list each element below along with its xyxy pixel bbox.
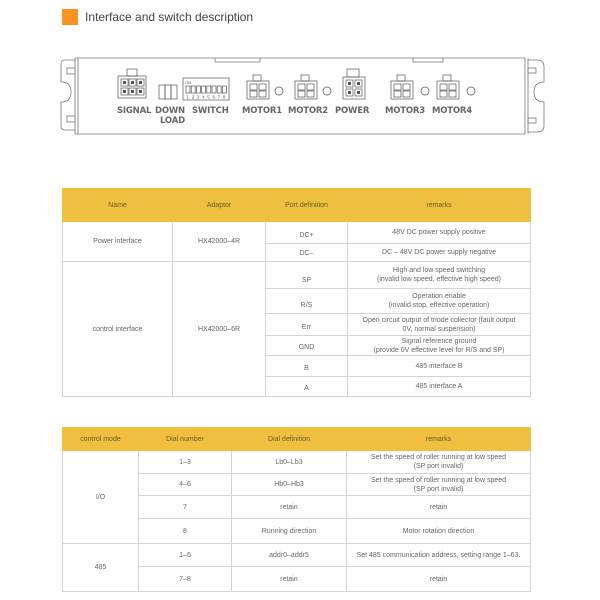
remark-line: Set the speed of roller running at low speed <box>370 476 507 484</box>
dip-switch-number: 8 <box>222 94 226 100</box>
port-name: Err <box>266 314 348 336</box>
column-header-name: Name <box>63 189 173 222</box>
power-label: POWER <box>335 106 370 116</box>
port-name: GND <box>266 336 348 356</box>
remark-line: Set 485 communication address, setting range 1–63. <box>356 551 521 559</box>
dial-definition: retain <box>232 567 347 592</box>
remark-line: 485 interface A <box>415 383 463 390</box>
interface-table-header <box>63 189 531 222</box>
column-header-control-mode: control mode <box>63 428 139 451</box>
remark-line: High and low speed switching <box>392 267 486 274</box>
remark-line: (provide 0V effective level for R/S and SP) <box>373 346 505 354</box>
dial-remarks <box>347 567 531 592</box>
port-name: R/S <box>266 289 348 314</box>
dial-remarks <box>347 544 531 567</box>
motor4-label: MOTOR4 <box>432 106 472 116</box>
dip-switch-toggle <box>212 86 216 93</box>
dial-number: 7 <box>139 496 232 519</box>
port-remarks <box>348 336 531 356</box>
motor2-label: MOTOR2 <box>288 106 328 116</box>
port-remarks <box>348 314 531 336</box>
dip-switch-number: 4 <box>202 94 205 100</box>
port-remarks <box>348 356 531 377</box>
remark-line: Set the speed of roller running at low speed <box>370 454 507 461</box>
dip-switch-toggle <box>186 86 190 93</box>
interface-name: Power interface <box>63 222 173 262</box>
motor2-led <box>323 87 331 95</box>
control-mode: 485 <box>63 544 139 592</box>
port-name: DC+ <box>266 222 348 244</box>
column-header-dial-number: Dial number <box>139 428 232 451</box>
remark-line: (invalid low speed, effective high speed) <box>376 276 501 283</box>
remark-line: Signal reference ground <box>401 337 477 345</box>
motor4-led <box>467 87 475 95</box>
port-remarks <box>348 377 531 397</box>
download-label-line2: LOAD <box>160 116 185 126</box>
dial-definition: addr0–addr5 <box>232 544 347 567</box>
motor3-label: MOTOR3 <box>385 106 425 116</box>
dial-definition: Lb0–Lb3 <box>232 451 347 474</box>
dip-switch-toggle <box>202 86 206 93</box>
remark-line: 0V, normal suspension) <box>402 325 476 333</box>
controller-drawing <box>55 50 550 145</box>
dip-switch-number: 7 <box>217 94 221 100</box>
dial-number: 7–8 <box>139 567 232 592</box>
remark-line: (SP port invalid) <box>413 463 464 470</box>
download-port <box>159 85 177 99</box>
port-name: DC– <box>266 244 348 262</box>
dip-switch-toggle <box>217 86 221 93</box>
dip-switch-number: 5 <box>207 94 210 100</box>
dip-switch-number: 6 <box>212 94 216 100</box>
column-header-adaptor: Adaptor <box>173 189 266 222</box>
remark-line: Operation enable <box>412 293 466 300</box>
remark-line: retain <box>429 503 448 511</box>
adaptor-model: HX42000–6R <box>173 262 266 397</box>
column-header-remarks: remarks <box>347 428 531 451</box>
power-port <box>343 69 365 99</box>
dial-definition: Running direction <box>232 519 347 544</box>
table-row <box>63 262 531 289</box>
column-header-remarks: remarks <box>348 189 531 222</box>
port-name: B <box>266 356 348 377</box>
interface-name: control interface <box>63 262 173 397</box>
left-mounting-ear <box>61 60 75 130</box>
signal-label: SIGNAL <box>117 106 152 116</box>
dial-table <box>62 427 531 592</box>
motor4-port <box>437 75 475 99</box>
column-header-port-definition: Port definition <box>266 189 348 222</box>
port-remarks <box>348 289 531 314</box>
left-ear-tab-bottom <box>67 116 75 122</box>
remark-line: 48V DC power supply positive <box>392 229 486 236</box>
controller-diagram <box>55 50 550 145</box>
dial-definition: retain <box>232 496 347 519</box>
dip-switch-number: 1 <box>186 94 190 100</box>
remark-line: (SP port invalid) <box>413 485 464 493</box>
switch-label: SWITCH <box>192 106 229 116</box>
control-mode: I/O <box>63 451 139 544</box>
download-label-line1: DOWN <box>155 106 185 116</box>
remark-line: Motor rotation direction <box>402 527 475 535</box>
dip-switch-number: 3 <box>196 94 200 100</box>
section-marker-icon <box>62 9 78 25</box>
dial-remarks <box>347 451 531 474</box>
dip-switch-toggle <box>207 86 211 93</box>
motor2-port <box>295 75 331 99</box>
dial-number: 8 <box>139 519 232 544</box>
motor3-port <box>391 75 429 99</box>
column-header-dial-definition: Dial definition <box>232 428 347 451</box>
dial-remarks <box>347 474 531 496</box>
section-title: Interface and switch description <box>85 10 254 24</box>
dial-number: 1–3 <box>139 451 232 474</box>
dial-number: 4–6 <box>139 474 232 496</box>
port-remarks <box>348 244 531 262</box>
dial-remarks <box>347 519 531 544</box>
dip-switch-toggle <box>191 86 195 93</box>
table-row <box>63 451 531 474</box>
left-ear-tab-top <box>67 68 75 74</box>
motor1-label: MOTOR1 <box>242 106 282 116</box>
motor1-port <box>247 75 283 99</box>
remark-line: DC – 48V DC power supply negative <box>381 249 496 256</box>
dial-remarks <box>347 496 531 519</box>
table-row <box>63 544 531 567</box>
motor3-led <box>421 87 429 95</box>
port-remarks <box>348 262 531 289</box>
dial-definition: Hb0–Hb3 <box>232 474 347 496</box>
dip-switch-number: 2 <box>191 94 195 100</box>
port-name: A <box>266 377 348 397</box>
dip-switch-toggle <box>222 86 226 93</box>
motor1-led <box>275 87 283 95</box>
adaptor-model: HX42000–4R <box>173 222 266 262</box>
remark-line: Open circuit output of triode collector (fault output <box>362 316 516 324</box>
dial-number: 1–6 <box>139 544 232 567</box>
dip-switch-toggle <box>196 86 200 93</box>
remark-line: (invalid stop, effective operation) <box>388 302 490 309</box>
remark-line: retain <box>429 575 448 583</box>
switch-on-label: ON <box>185 80 191 85</box>
remark-line: 485 interface B <box>415 362 463 370</box>
dial-table-header <box>63 428 531 451</box>
port-remarks <box>348 222 531 244</box>
table-row <box>63 222 531 244</box>
port-name: SP <box>266 262 348 289</box>
interface-table <box>62 188 531 397</box>
